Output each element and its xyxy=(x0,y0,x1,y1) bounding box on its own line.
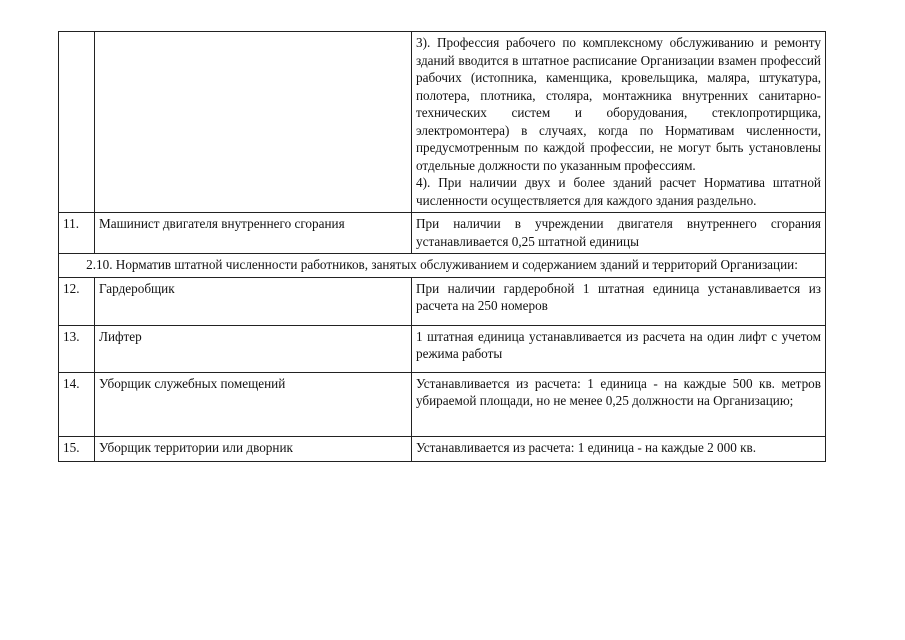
table-row xyxy=(59,32,826,213)
section-row xyxy=(59,254,826,278)
position-name: Уборщик служебных помещений xyxy=(95,372,412,436)
table-row xyxy=(59,213,826,254)
row-number: 15. xyxy=(59,436,95,461)
position-name: Лифтер xyxy=(95,325,412,372)
row-number: 12. xyxy=(59,277,95,325)
table-row xyxy=(59,325,826,372)
note-paragraph-3: 3). Профессия рабочего по комплексному обслуживанию и ремонту зданий вводится в штатное расписание Организации взамен профессий рабочих (истопника, каменщика, кровельщика, маляра, штукатура, полотера, плотника, столяра, монтажника внутренних санитарно-технических систем и оборудования, стеклопротирщика, электромонтера) в случаях, когда по Нормативам численности, предусмотренным по каждой профессии, не могут быть установлены отдельные должности по указанным профессиям. xyxy=(416,35,821,173)
row-description: При наличии гардеробной 1 штатная единица устанавливается из расчета на 250 номеров xyxy=(412,277,826,325)
table-row xyxy=(59,372,826,436)
row-number: 13. xyxy=(59,325,95,372)
position-name: Машинист двигателя внутреннего сгорания xyxy=(95,213,412,254)
row-number: 11. xyxy=(59,213,95,254)
row-description: При наличии в учреждении двигателя внутреннего сгорания устанавливается 0,25 штатной единицы xyxy=(412,213,826,254)
position-name: Гардеробщик xyxy=(95,277,412,325)
row-description: Устанавливается из расчета: 1 единица - на каждые 500 кв. метров убираемой площади, но не менее 0,25 должности на Организацию; xyxy=(412,372,826,436)
section-heading: 2.10. Норматив штатной численности работников, занятых обслуживанием и содержанием зданий и территорий Организации: xyxy=(59,254,826,278)
position-name: Уборщик территории или дворник xyxy=(95,436,412,461)
table-row xyxy=(59,436,826,461)
row-number: 14. xyxy=(59,372,95,436)
staffing-norms-table xyxy=(58,31,826,462)
position-name xyxy=(95,32,412,213)
row-description xyxy=(412,32,826,213)
row-description: 1 штатная единица устанавливается из расчета на один лифт с учетом режима работы xyxy=(412,325,826,372)
table-row xyxy=(59,277,826,325)
note-paragraph-4: 4). При наличии двух и более зданий расчет Норматива штатной численности осуществляется для каждого здания раздельно. xyxy=(416,175,821,208)
row-description: Устанавливается из расчета: 1 единица - на каждые 2 000 кв. xyxy=(412,436,826,461)
row-number xyxy=(59,32,95,213)
